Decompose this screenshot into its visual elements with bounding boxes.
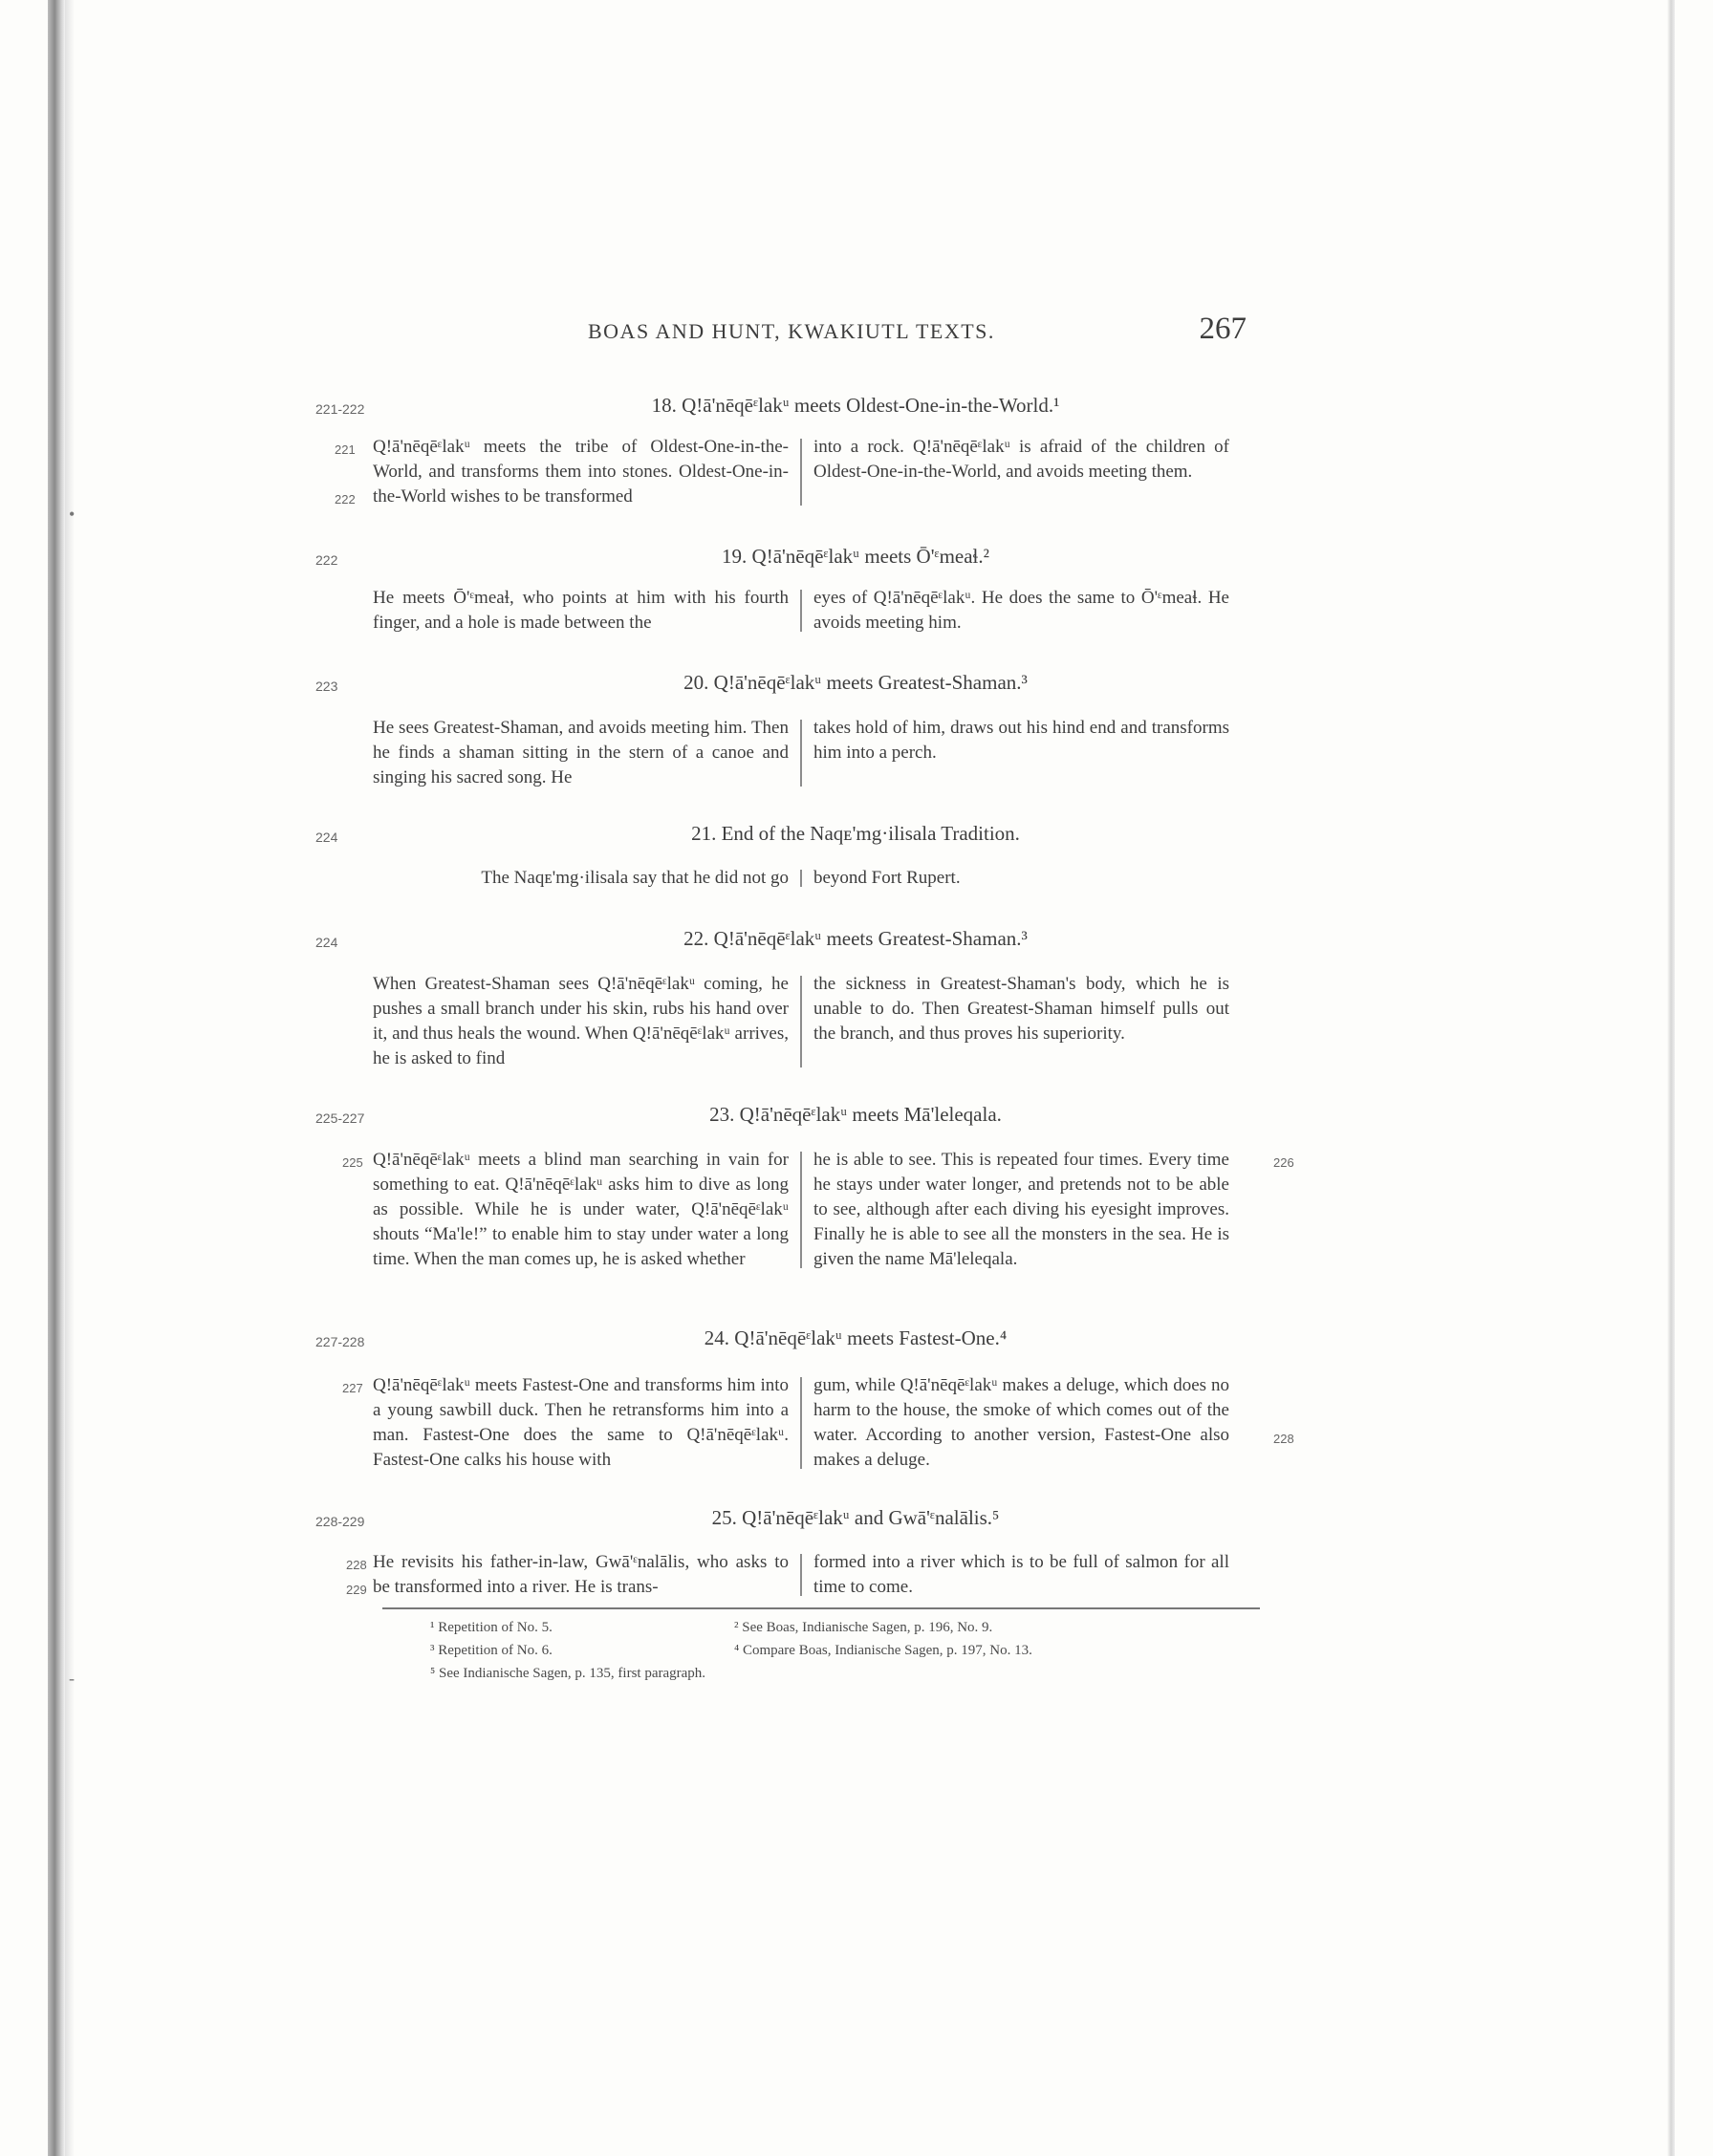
section-title: 23. Q!ā'nēqēᵋlakᵘ meets Mā'leleqala. bbox=[709, 1103, 1002, 1126]
column-divider bbox=[800, 590, 802, 632]
right-column-text: the sickness in Greatest-Shaman's body, which he is unable to do. Then Greatest-Shaman himself pulls out the branch, and thus proves his superiority. bbox=[813, 974, 1229, 1044]
footnote-rule bbox=[382, 1607, 1260, 1609]
right-column-text: into a rock. Q!ā'nēqēᵋlakᵘ is afraid of the children of Oldest-One-in-the-World, and avoids meeting them. bbox=[813, 437, 1229, 482]
footnote: ⁵ See Indianische Sagen, p. 135, first paragraph. bbox=[430, 1666, 706, 1681]
left-column-text: When Greatest-Shaman sees Q!ā'nēqēᵋlakᵘ coming, he pushes a small branch under his skin, rubs his hand over it, and thus heals the wound. When Q!ā'nēqēᵋlakᵘ arrives, he is asked to find bbox=[373, 974, 789, 1068]
right-column-text: eyes of Q!ā'nēqēᵋlakᵘ. He does the same to Ō'ᵋmeaɬ. He avoids meeting him. bbox=[813, 588, 1229, 633]
line-ref-range: 224 bbox=[315, 830, 338, 845]
running-title: BOAS AND HUNT, KWAKIUTL TEXTS. bbox=[588, 319, 995, 343]
column-divider bbox=[800, 870, 802, 887]
line-number: 221 bbox=[335, 442, 356, 457]
column-divider bbox=[800, 1377, 802, 1469]
column-divider bbox=[800, 720, 802, 787]
line-number: 225 bbox=[342, 1155, 363, 1170]
line-number: 228 bbox=[1273, 1432, 1294, 1446]
footnote: ⁴ Compare Boas, Indianische Sagen, p. 197, No. 13. bbox=[734, 1643, 1032, 1658]
line-number: 228 bbox=[346, 1558, 367, 1572]
section-title: 25. Q!ā'nēqēᵋlakᵘ and Gwā'ᵋnalālis.⁵ bbox=[711, 1506, 1000, 1529]
line-number: 229 bbox=[346, 1583, 367, 1597]
column-divider bbox=[800, 1554, 802, 1596]
left-column-text: The Naqᴇ'mg·ilisala say that he did not go bbox=[481, 868, 789, 888]
section-title: 22. Q!ā'nēqēᵋlakᵘ meets Greatest-Shaman.³ bbox=[683, 927, 1028, 950]
section-title: 18. Q!ā'nēqēᵋlakᵘ meets Oldest-One-in-the-World.¹ bbox=[651, 394, 1060, 417]
line-ref-range: 227-228 bbox=[315, 1334, 365, 1349]
left-column-text: Q!ā'nēqēᵋlakᵘ meets Fastest-One and transforms him into a young sawbill duck. Then he retransforms him into a man. Fastest-One does the same to Q!ā'nēqēᵋlakᵘ. Fastest-One calks his house with bbox=[373, 1375, 789, 1470]
book-spine-shadow bbox=[48, 0, 65, 2156]
margin-mark: - bbox=[69, 1669, 75, 1688]
section-22 bbox=[287, 923, 1338, 1068]
left-column-text: He sees Greatest-Shaman, and avoids meeting him. Then he finds a shaman sitting in the stern of a canoe and singing his sacred song. He bbox=[373, 718, 789, 787]
page-edge bbox=[1667, 0, 1675, 2156]
right-column-text: he is able to see. This is repeated four times. Every time he stays under water longer, and pretends not to be able to see, although after each diving his eyesight improves. Finally he is able to see all the monsters in the sea. He is given the name Mā'leleqala. bbox=[813, 1150, 1229, 1269]
right-column-text: takes hold of him, draws out his hind end and transforms him into a perch. bbox=[813, 718, 1229, 763]
section-title: 24. Q!ā'nēqēᵋlakᵘ meets Fastest-One.⁴ bbox=[704, 1326, 1008, 1349]
section-title: 20. Q!ā'nēqēᵋlakᵘ meets Greatest-Shaman.³ bbox=[683, 671, 1028, 694]
section-25 bbox=[287, 1502, 1338, 1597]
line-ref-range: 228-229 bbox=[315, 1514, 365, 1529]
left-column-text: Q!ā'nēqēᵋlakᵘ meets the tribe of Oldest-One-in-the-World, and transforms them into stones. Oldest-One-in-the-World wishes to be transformed bbox=[373, 437, 789, 507]
line-ref-range: 224 bbox=[315, 935, 338, 950]
page-number: 267 bbox=[1199, 312, 1247, 346]
gutter-shadow bbox=[65, 0, 75, 2156]
section-title: 19. Q!ā'nēqēᵋlakᵘ meets Ō'ᵋmeaɬ.² bbox=[722, 545, 989, 568]
right-column-text: gum, while Q!ā'nēqēᵋlakᵘ makes a deluge, which does no harm to the house, the smoke of which comes out of the water. According to another version, Fastest-One also makes a deluge. bbox=[813, 1375, 1229, 1470]
section-21 bbox=[287, 818, 1338, 888]
section-24 bbox=[287, 1323, 1338, 1470]
left-column-text: He revisits his father-in-law, Gwā'ᵋnalālis, who asks to be transformed into a river. He is trans- bbox=[373, 1552, 789, 1597]
line-number: 222 bbox=[335, 492, 356, 507]
line-ref-range: 225-227 bbox=[315, 1110, 365, 1126]
line-ref-range: 222 bbox=[315, 552, 338, 568]
right-column-text: beyond Fort Rupert. bbox=[813, 868, 961, 888]
left-column-text: Q!ā'nēqēᵋlakᵘ meets a blind man searching in vain for something to eat. Q!ā'nēqēᵋlakᵘ asks him to dive as long as possible. While he is under water, Q!ā'nēqēᵋlakᵘ shouts “Ma'le!” to enable him to stay under water a long time. When the man comes up, he is asked whether bbox=[373, 1150, 789, 1269]
left-column-text: He meets Ō'ᵋmeaɬ, who points at him with his fourth finger, and a hole is made between the bbox=[373, 588, 789, 633]
footnote: ² See Boas, Indianische Sagen, p. 196, No. 9. bbox=[734, 1620, 993, 1635]
section-18 bbox=[287, 390, 1338, 507]
column-divider bbox=[800, 1152, 802, 1268]
margin-mark: • bbox=[69, 505, 76, 524]
section-20 bbox=[287, 667, 1338, 787]
footnote: ¹ Repetition of No. 5. bbox=[430, 1620, 553, 1635]
column-divider bbox=[800, 439, 802, 506]
line-ref-range: 223 bbox=[315, 679, 338, 694]
footnote: ³ Repetition of No. 6. bbox=[430, 1643, 553, 1658]
section-title: 21. End of the Naqᴇ'mg·ilisala Tradition. bbox=[691, 822, 1020, 845]
column-divider bbox=[800, 976, 802, 1067]
line-ref-range: 221-222 bbox=[315, 401, 365, 417]
right-column-text: formed into a river which is to be full of salmon for all time to come. bbox=[813, 1552, 1229, 1597]
line-number: 226 bbox=[1273, 1155, 1294, 1170]
running-header bbox=[373, 312, 1252, 357]
section-19 bbox=[287, 541, 1338, 633]
section-23 bbox=[287, 1099, 1338, 1269]
line-number: 227 bbox=[342, 1381, 363, 1395]
